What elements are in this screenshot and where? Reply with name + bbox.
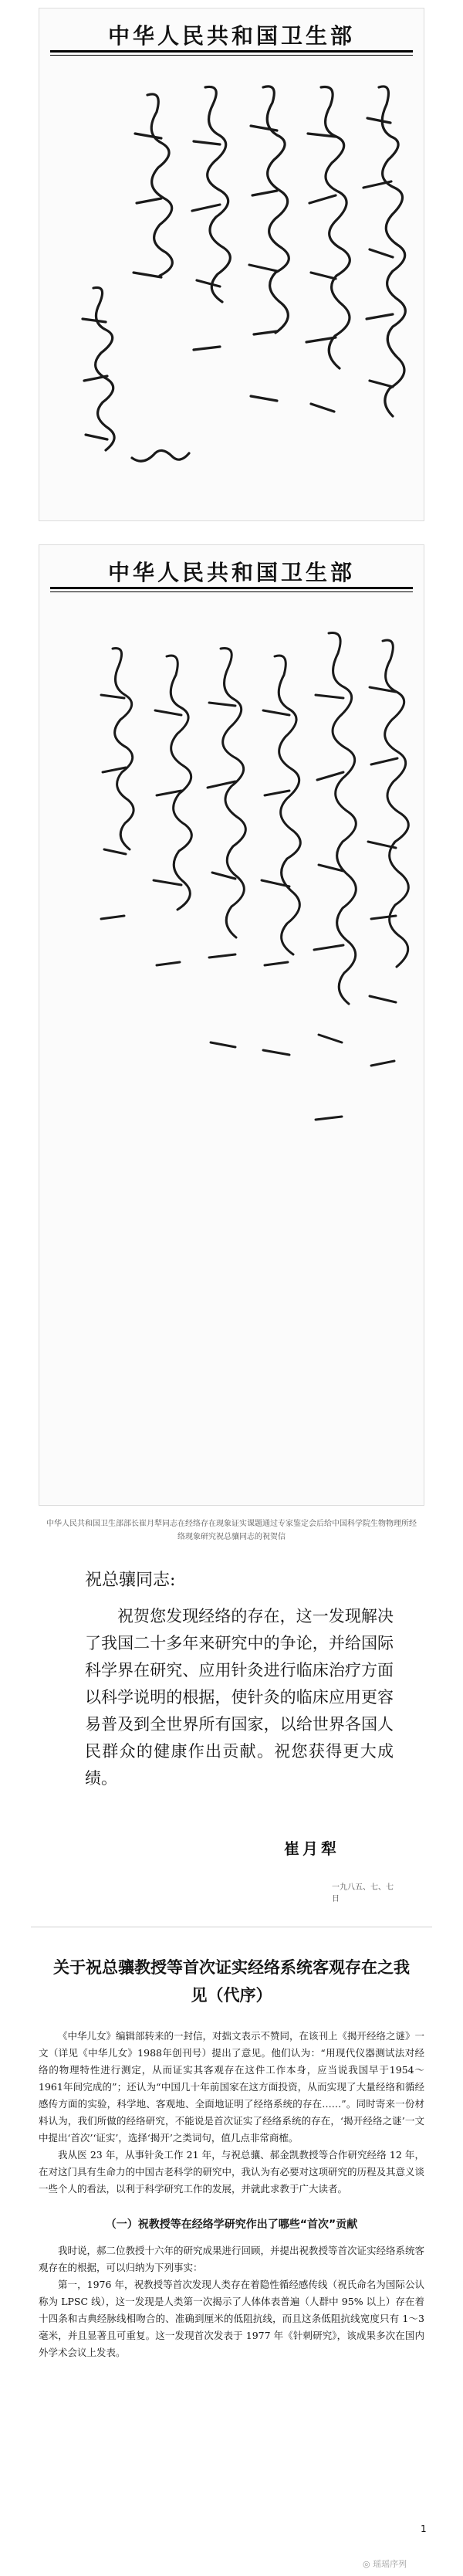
salutation: 祝总骧同志:: [85, 1571, 176, 1590]
letter-transcription: [85, 1568, 394, 1903]
article-title: 关于祝总骧教授等首次证实经络系统客观存在之我见（代序）: [53, 1957, 410, 2005]
letter-page-1: [39, 8, 424, 521]
signature: 崔月犁: [284, 1839, 340, 1858]
letterhead-rule: [50, 587, 413, 589]
letterhead-rule-thin: [50, 55, 413, 56]
handwriting-image: [39, 56, 424, 520]
article-paragraph: 《中华儿女》编辑部转来的一封信，对拙文表示不赞同，在该刊上《揭开经络之谜》一文（详见《中华儿女》1988年创刊号）提出了意见。他们认为：“用现代仪器测试法对经络的物理特性进行测定，从而证实其客观存在这件工作本身，应当说我国早于1954～1961年间完成的”；还认为“中国几十年前国家在这方面投资，从而实现了大量经络和循经感传方面的实验，科学地、客观地、全面地证明了经络系统的存在……”。同时寄来一份材料认为，我们所做的经络研究，不能说是首次证实了经络系统的存在，‘揭开经络之谜’一文中提出‘首次’‘证实’，选择‘揭开’之类词句，值几点非常商榷。: [39, 2030, 425, 2144]
article: [39, 1954, 424, 2361]
letterhead-title: 中华人民共和国卫生部: [107, 560, 355, 585]
figure-caption: 中华人民共和国卫生部部长崔月犁同志在经络存在现象证实课题通过专家鉴定会后给中国科学院生物物理所经络现象研究祝总骧同志的祝贺信: [46, 1520, 417, 1541]
letterhead-rule: [50, 50, 413, 53]
article-paragraph: 我从医 23 年，从事针灸工作 21 年，与祝总骧、郝金凯教授等合作研究经络 12 年，在对这门具有生命力的中国古老科学的研究中，我认为有必要对这项研究的历程及其意义谈一些个人的看法，以利于科学研究工作的发展，并就此求教于广大读者。: [39, 2149, 425, 2195]
handwriting-image: [39, 595, 424, 1498]
letterhead-rule-thin: [50, 591, 413, 592]
article-paragraph: 我时说，郝二位教授十六年的研究成果进行回顾，并提出祝教授等首次证实经络系统客观存在的根据，可以归纳为下列事实：: [39, 2245, 425, 2273]
watermark: ◎ 瑶瑶序列: [363, 2559, 407, 2569]
page-number: 1: [421, 2523, 427, 2534]
section-heading: （一）祝教授等在经络学研究作出了哪些“首次”贡献: [105, 2218, 358, 2231]
letter-page-2: [39, 544, 424, 1506]
letterhead-title: 中华人民共和国卫生部: [107, 23, 355, 49]
article-paragraph: 第一，1976 年，祝教授等首次发现人类存在着隐性循经感传线（祝氏命名为国际公认称为 LPSC 线），这一发现是人类第一次揭示了人体体表普遍（人群中 95% 以上）存在着十四条和古典经脉线相吻合的、准确到厘米的低阻抗线，而且这条低阻抗线宽度只有 1～3 毫米，并且显著且可重复。这一发现首次发表于 1977 年《针刺研究》，该成果多次在国内外学术会议上发表。: [39, 2279, 424, 2358]
letter-body: 祝贺您发现经络的存在，这一发现解决了我国二十多年来研究中的争论，并给国际科学界在研究、应用针灸进行临床治疗方面以科学说明的根据，使针灸的临床应用更容易普及到全世界所有国家，以给世界各国人民群众的健康作出贡献。祝您获得更大成绩。: [85, 1607, 394, 1788]
letter-date: 一九八五、七、七日: [332, 1883, 394, 1903]
